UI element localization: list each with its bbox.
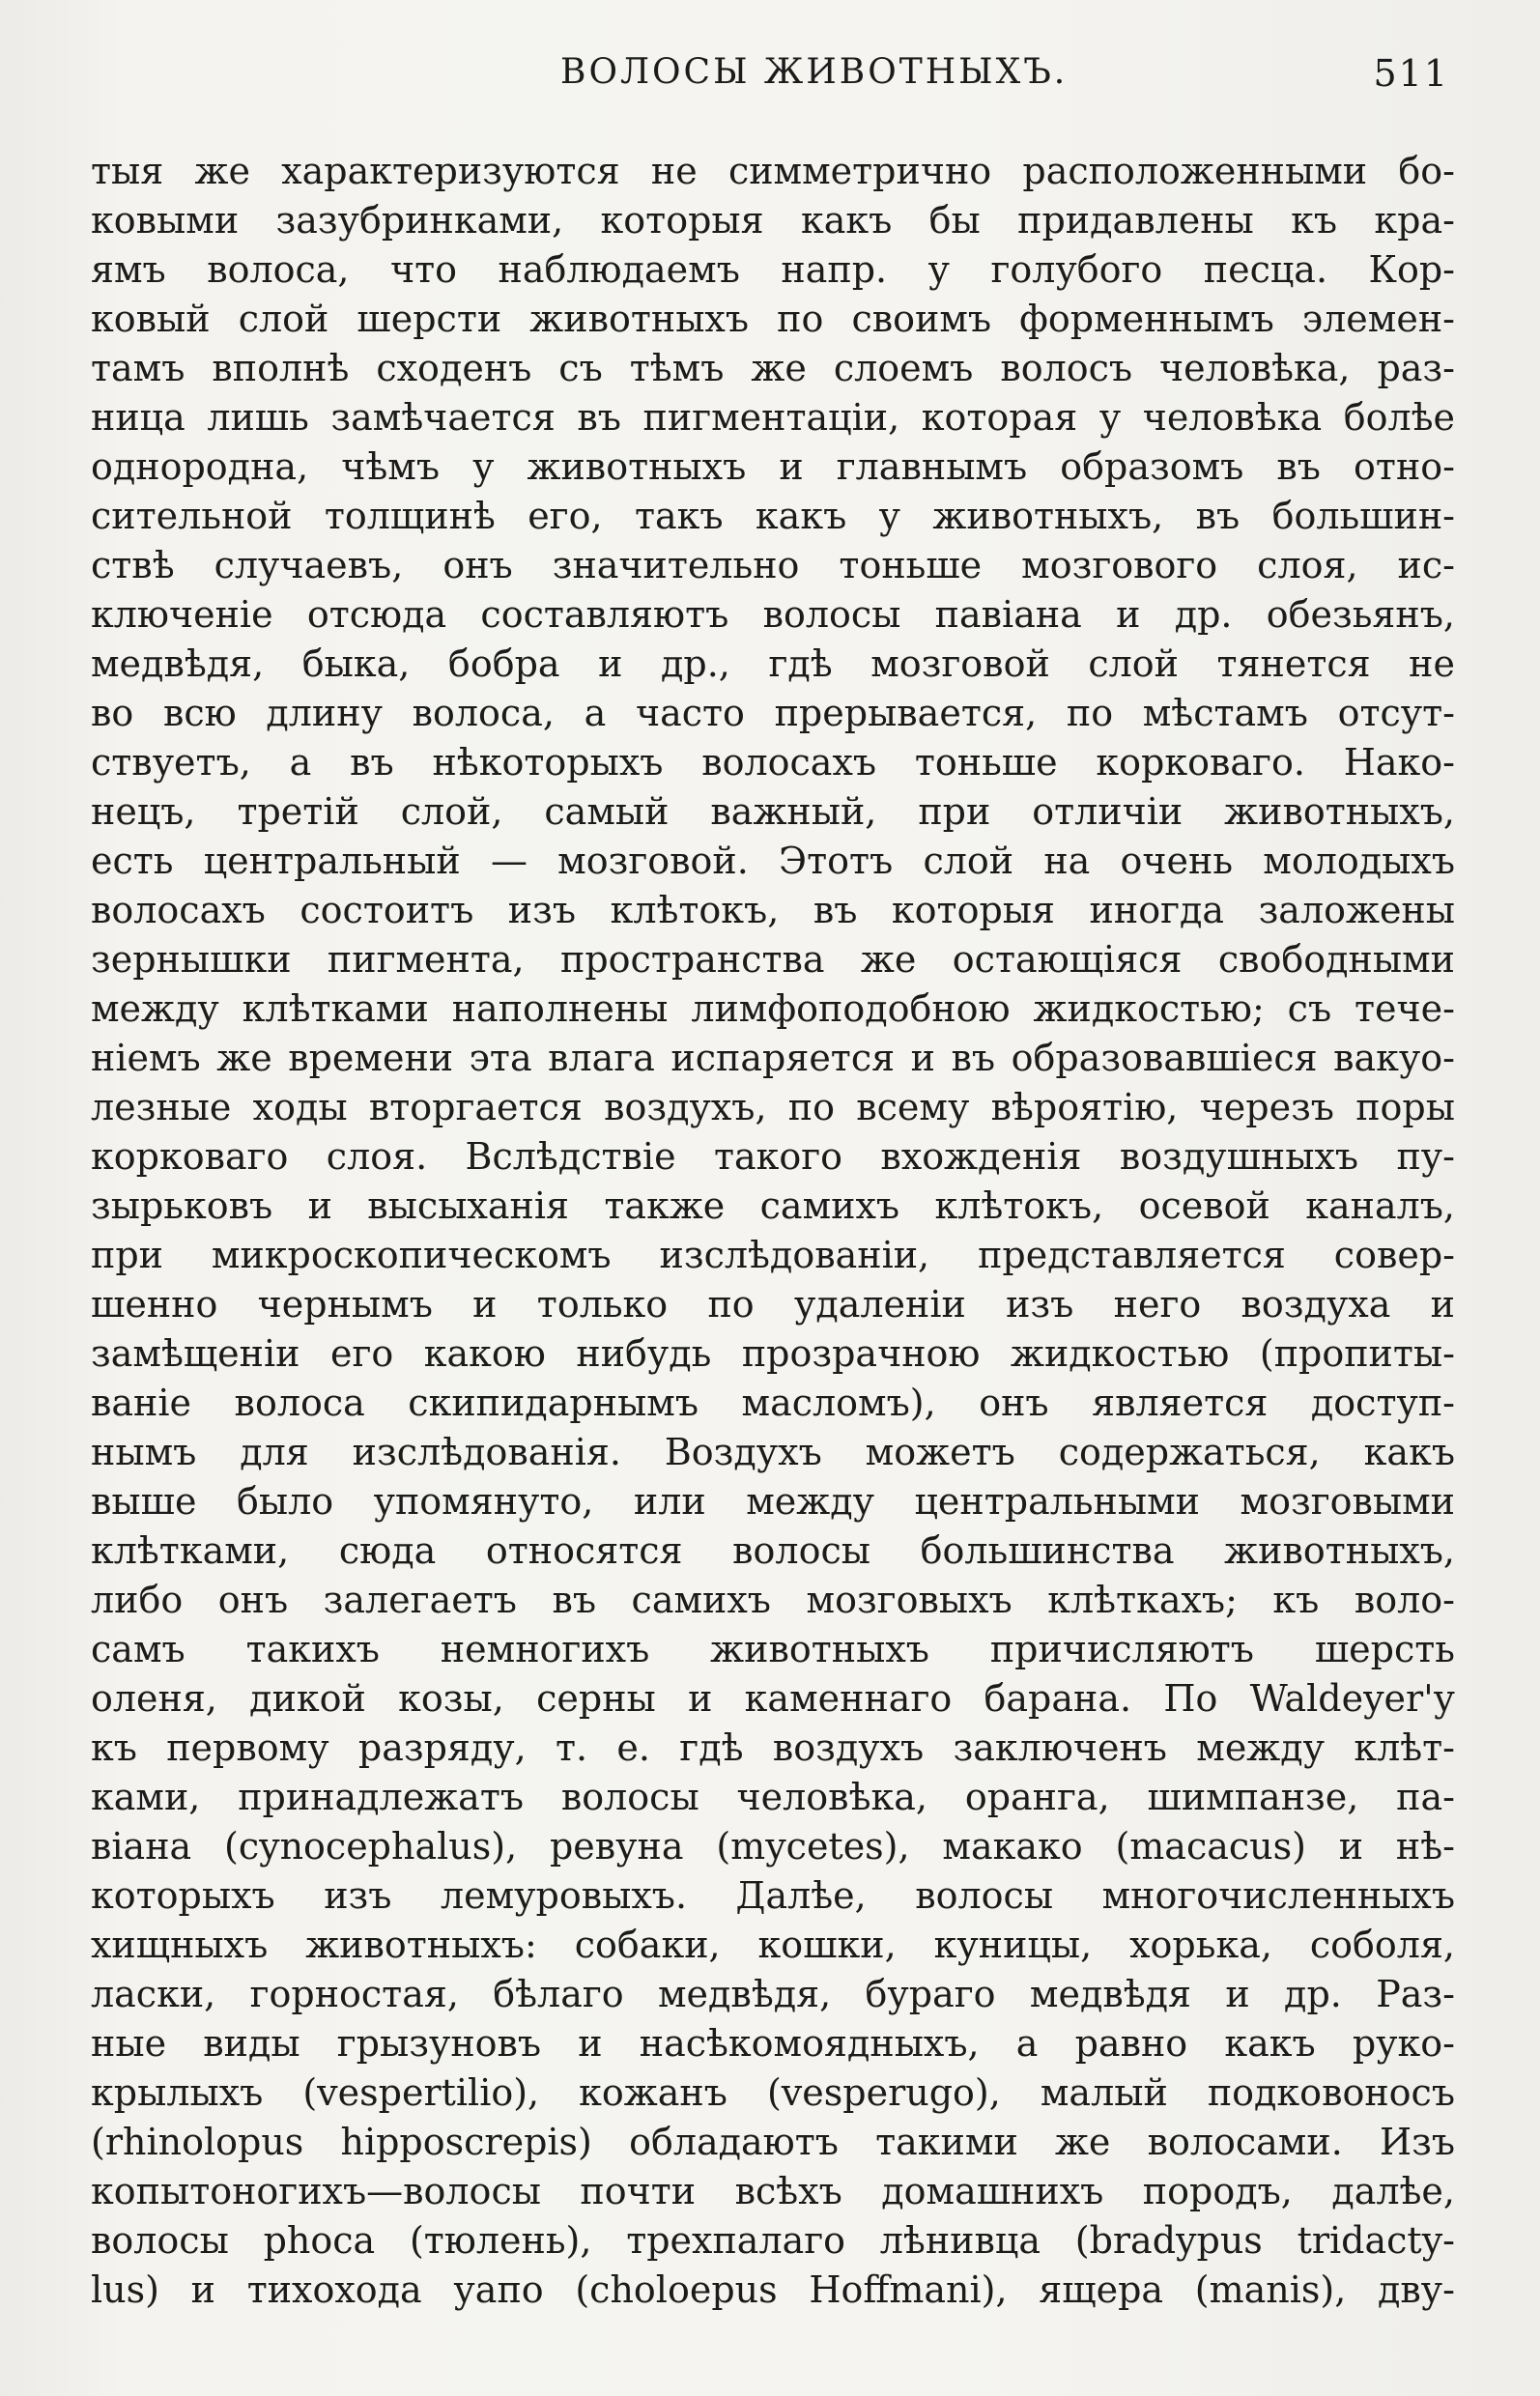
text-line: есть центральный — мозговой. Этотъ слой на очень молодыхъ — [91, 840, 1455, 882]
text-line: ками, принадлежатъ волосы человѣка, оранга, шимпанзе, па- — [91, 1776, 1455, 1818]
page-number: 511 — [1373, 52, 1449, 95]
text-line: ствѣ случаевъ, онъ значительно тоньше мозгового слоя, ис- — [91, 544, 1455, 586]
text-line: зернышки пигмента, пространства же остающіяся свободными — [91, 938, 1455, 981]
text-line: ница лишь замѣчается въ пигментаціи, которая у человѣка болѣе — [91, 396, 1455, 439]
text-line: хищныхъ животныхъ: собаки, кошки, куницы, хорька, соболя, — [91, 1924, 1455, 1966]
running-head — [0, 52, 1540, 110]
text-line: замѣщеніи его какою нибудь прозрачною жидкостью (пропиты- — [91, 1332, 1455, 1375]
text-line: крылыхъ (vespertilio), кожанъ (vesperugo), малый подковоносъ — [91, 2071, 1455, 2114]
text-line: ствуетъ, а въ нѣкоторыхъ волосахъ тоньше корковаго. Нако- — [91, 741, 1455, 784]
text-line: тамъ вполнѣ сходенъ съ тѣмъ же слоемъ волосъ человѣка, раз- — [91, 347, 1455, 389]
text-line: сительной толщинѣ его, такъ какъ у животныхъ, въ большин- — [91, 495, 1455, 537]
text-line: самъ такихъ немногихъ животныхъ причисляютъ шерсть — [91, 1628, 1455, 1670]
body-text — [91, 147, 1455, 2315]
text-line: ніемъ же времени эта влага испаряется и въ образовавшіеся вакуо- — [91, 1037, 1455, 1079]
text-line: между клѣтками наполнены лимфоподобною жидкостью; съ тече- — [91, 987, 1455, 1030]
text-line: выше было упомянуто, или между центральными мозговыми — [91, 1480, 1455, 1523]
text-line: lus) и тихохода уапо (choloepus Hoffmani), ящера (manis), дву- — [91, 2268, 1455, 2311]
text-line: нымъ для изслѣдованія. Воздухъ можетъ содержаться, какъ — [91, 1431, 1455, 1473]
text-line: корковаго слоя. Вслѣдствіе такого вхожденія воздушныхъ пу- — [91, 1135, 1455, 1178]
text-line: (rhinolopus hipposcrepis) обладаютъ такими же волосами. Изъ — [91, 2121, 1455, 2163]
text-line: ямъ волоса, что наблюдаемъ напр. у голубого песца. Кор- — [91, 248, 1455, 291]
text-line: которыхъ изъ лемуровыхъ. Далѣе, волосы многочисленныхъ — [91, 1874, 1455, 1917]
text-line: тыя же характеризуются не симметрично расположенными бо- — [91, 150, 1455, 192]
text-line: ковый слой шерсти животныхъ по своимъ форменнымъ элемен- — [91, 298, 1455, 340]
text-line: шенно чернымъ и только по удаленіи изъ него воздуха и — [91, 1283, 1455, 1326]
text-line: однородна, чѣмъ у животныхъ и главнымъ образомъ въ отно- — [91, 445, 1455, 488]
text-line: волосахъ состоитъ изъ клѣтокъ, въ которыя иногда заложены — [91, 889, 1455, 931]
text-line: копытоногихъ—волосы почти всѣхъ домашнихъ породъ, далѣе, — [91, 2170, 1455, 2212]
text-line: ласки, горностая, бѣлаго медвѣдя, бураго медвѣдя и др. Раз- — [91, 1973, 1455, 2015]
text-line: при микроскопическомъ изслѣдованіи, представляется совер- — [91, 1234, 1455, 1276]
running-title: ВОЛОСЫ ЖИВОТНЫХЪ. — [560, 52, 1069, 92]
text-line: віана (cynocephalus), ревуна (mycetes), макако (macacus) и нѣ- — [91, 1825, 1455, 1868]
text-line: нецъ, третій слой, самый важный, при отличіи животныхъ, — [91, 790, 1455, 833]
text-line: къ первому разряду, т. е. гдѣ воздухъ заключенъ между клѣт- — [91, 1726, 1455, 1769]
text-line: ные виды грызуновъ и насѣкомоядныхъ, а равно какъ руко- — [91, 2022, 1455, 2065]
text-line: лезные ходы вторгается воздухъ, по всему вѣроятію, черезъ поры — [91, 1086, 1455, 1128]
text-line: во всю длину волоса, а часто прерывается, по мѣстамъ отсут- — [91, 692, 1455, 734]
text-line: зырьковъ и высыханія также самихъ клѣтокъ, осевой каналъ, — [91, 1184, 1455, 1227]
text-line: оленя, дикой козы, серны и каменнаго барана. По Waldeyer'у — [91, 1677, 1455, 1720]
text-line: ваніе волоса скипидарнымъ масломъ), онъ является доступ- — [91, 1382, 1455, 1424]
text-line: ковыми зазубринками, которыя какъ бы придавлены къ кра- — [91, 199, 1455, 242]
text-line: либо онъ залегаетъ въ самихъ мозговыхъ клѣткахъ; къ воло- — [91, 1579, 1455, 1621]
text-line: клѣтками, сюда относятся волосы большинства животныхъ, — [91, 1529, 1455, 1572]
text-line: медвѣдя, быка, бобра и др., гдѣ мозговой слой тянется не — [91, 642, 1455, 685]
text-line: ключеніе отсюда составляютъ волосы павіана и др. обезьянъ, — [91, 593, 1455, 636]
text-line: волосы phoca (тюлень), трехпалаго лѣнивца (bradypus tridacty- — [91, 2219, 1455, 2262]
